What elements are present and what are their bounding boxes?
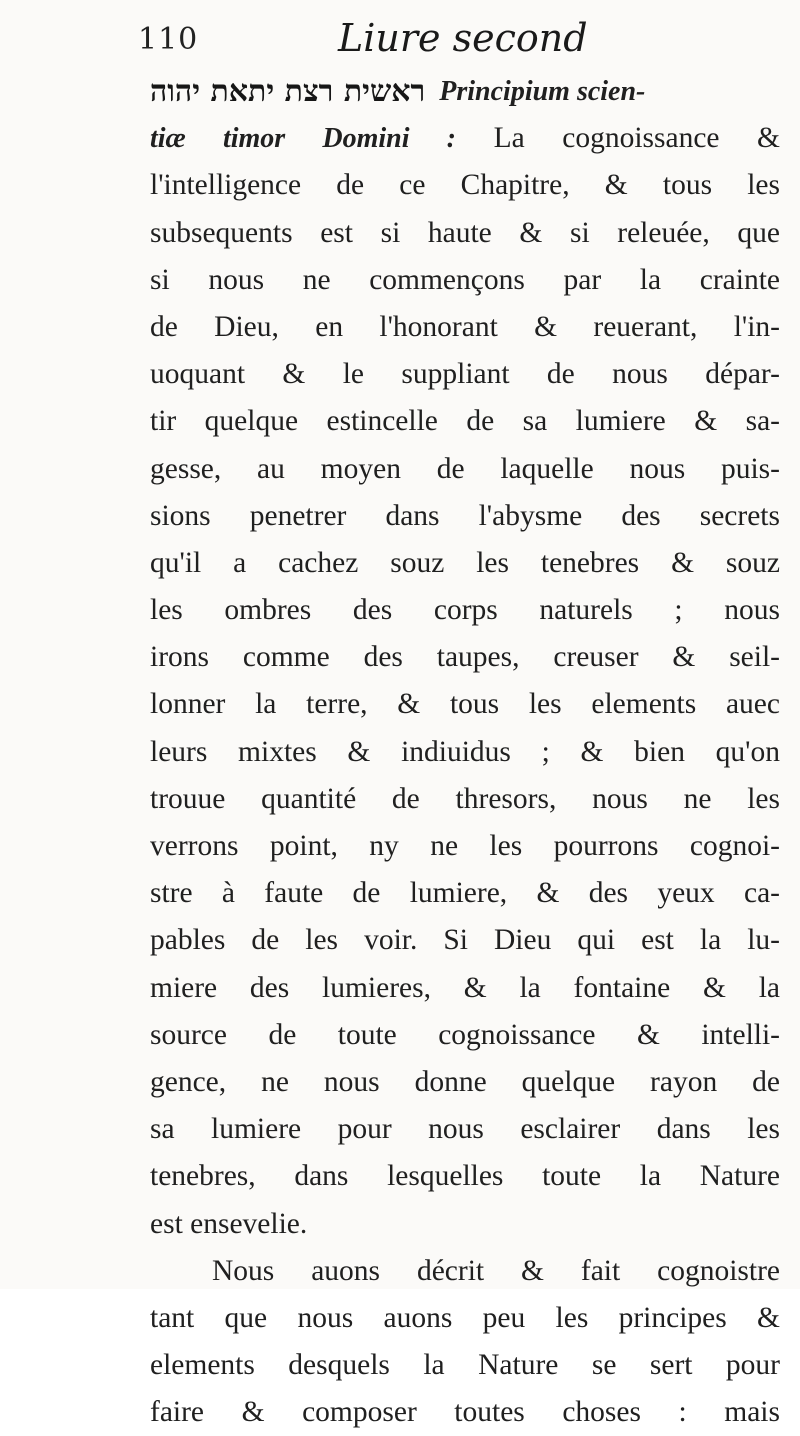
text-line: faire & composer toutes choses : mais xyxy=(150,1396,780,1429)
paragraph-end-line: est ensevelie. xyxy=(150,1207,308,1240)
text-line-latin-end xyxy=(150,115,780,162)
latin-quote-start: Principium scien- xyxy=(439,76,646,107)
text-line: tir quelque estincelle de sa lumiere & sa- xyxy=(150,405,780,438)
text-line: subsequents est si haute & si releuée, que xyxy=(150,216,780,249)
text-line: gence, ne nous donne quelque rayon de xyxy=(150,1065,780,1098)
page-number: 110 xyxy=(138,22,199,57)
page-header xyxy=(138,10,778,70)
running-title: Liure second xyxy=(338,16,588,60)
text-line: trouue quantité de thresors, nous ne les xyxy=(150,782,780,815)
text-line: l'intelligence de ce Chapitre, & tous les xyxy=(150,169,780,202)
text-line: elements desquels la Nature se sert pour xyxy=(150,1349,780,1382)
text-line: sa lumiere pour nous esclairer dans les xyxy=(150,1113,780,1146)
body-text xyxy=(150,68,780,1436)
text-line: uoquant & le suppliant de nous dépar- xyxy=(150,358,780,391)
text-line: sions penetrer dans l'abysme des secrets xyxy=(150,499,780,532)
text-line: irons comme des taupes, creuser & seil- xyxy=(150,641,780,674)
text-line: qu'il a cachez souz les tenebres & souz xyxy=(150,546,780,579)
text-line: de Dieu, en l'honorant & reuerant, l'in- xyxy=(150,310,780,343)
paragraph-start-line: Nous auons décrit & fait cognoistre xyxy=(212,1254,780,1287)
text-line: source de toute cognoissance & intelli- xyxy=(150,1018,780,1051)
text-line: lonner la terre, & tous les elements auec xyxy=(150,688,780,721)
text-line: verrons point, ny ne les pourrons cognoi- xyxy=(150,830,780,862)
text-line: si nous ne commençons par la crainte xyxy=(150,263,780,296)
text-line: miere des lumieres, & la fontaine & la xyxy=(150,971,780,1004)
text-line: tenebres, dans lesquelles toute la Nature xyxy=(150,1160,780,1193)
text-line-hebrew-quote xyxy=(150,68,780,115)
text-line: leurs mixtes & indiuidus ; & bien qu'on xyxy=(150,735,780,768)
text-line: pables de les voir. Si Dieu qui est la lu- xyxy=(150,924,780,957)
latin-quote-end: tiæ timor Domini : xyxy=(150,123,456,155)
text-line: stre à faute de lumiere, & des yeux ca- xyxy=(150,877,780,910)
text-fragment: La cognoissance & xyxy=(493,122,780,155)
text-line: les ombres des corps naturels ; nous xyxy=(150,594,780,627)
text-line: tant que nous auons peu les principes & xyxy=(150,1301,780,1334)
hebrew-quote: ראשית רצת יתאת יהוה xyxy=(150,74,426,109)
text-line: gesse, au moyen de laquelle nous puis- xyxy=(150,452,780,485)
